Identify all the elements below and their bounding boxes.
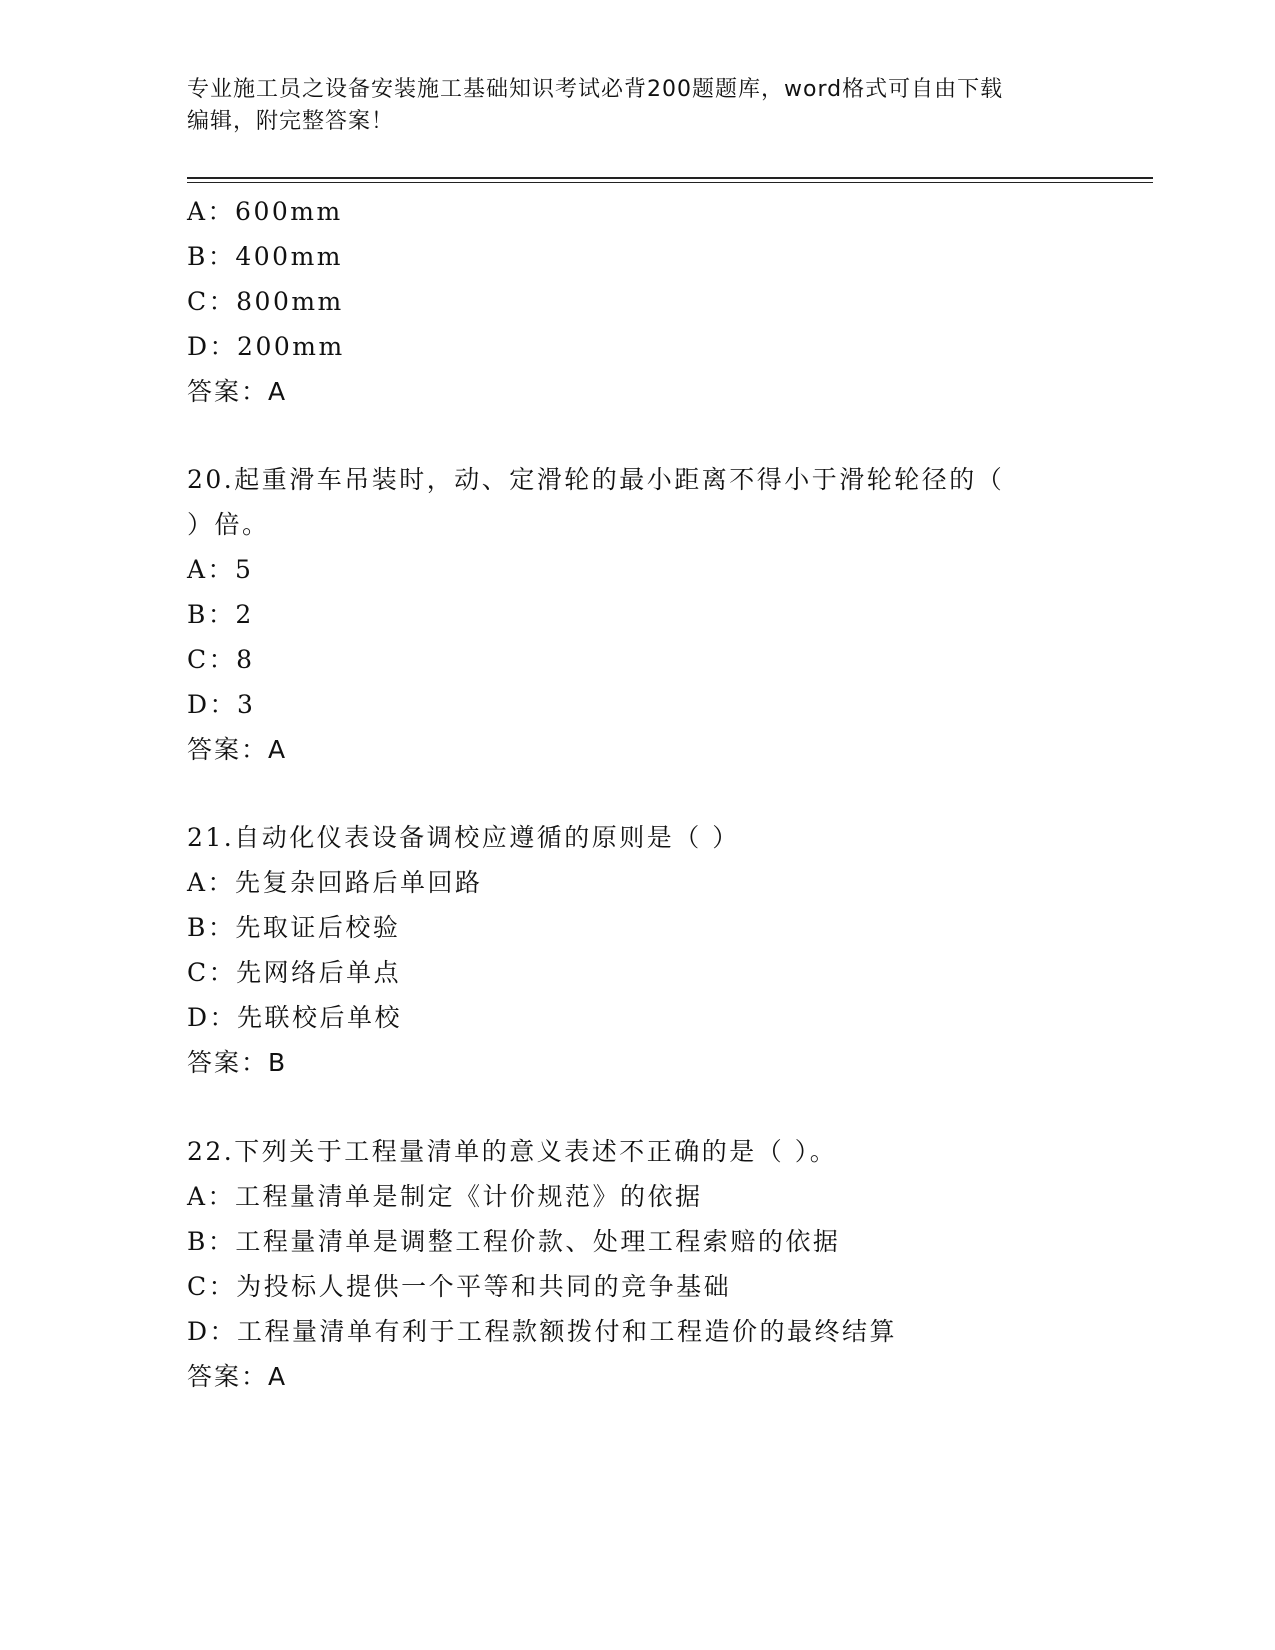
q22-stem: 22.下列关于工程量清单的意义表述不正确的是（ ）。 [187,1137,838,1166]
header-divider-top [187,177,1153,179]
q20-option-a: A：5 [187,555,254,584]
q21-option-b: B：先取证后校验 [187,913,401,942]
q22-answer: 答案：A [187,1362,288,1391]
q20-stem-line-2: ）倍。 [187,510,270,539]
q19-option-b: B：400mm [187,242,344,271]
q19-option-c: C：800mm [187,287,344,316]
q20-option-c: C：8 [187,645,255,674]
q20-stem-line-1: 20.起重滑车吊装时，动、定滑轮的最小距离不得小于滑轮轮径的（ [187,465,1005,494]
q20-option-d: D：3 [187,690,256,719]
header-line-1: 专业施工员之设备安装施工基础知识考试必背200题题库，word格式可自由下载 [187,77,1004,102]
q20-answer: 答案：A [187,735,288,764]
q19-option-a: A：600mm [187,197,343,226]
q21-answer: 答案：B [187,1048,288,1077]
q21-option-c: C：先网络后单点 [187,958,402,987]
q22-option-b: B：工程量清单是调整工程价款、处理工程索赔的依据 [187,1227,841,1256]
q19-answer: 答案：A [187,377,288,406]
q20-option-b: B：2 [187,600,254,629]
q22-option-d: D：工程量清单有利于工程款额拨付和工程造价的最终结算 [187,1317,898,1346]
q21-stem: 21.自动化仪表设备调校应遵循的原则是（ ） [187,823,740,852]
q21-option-d: D：先联校后单校 [187,1003,403,1032]
q22-option-c: C：为投标人提供一个平等和共同的竞争基础 [187,1272,732,1301]
q21-option-a: A：先复杂回路后单回路 [187,868,483,897]
header-divider-bottom [187,182,1153,183]
document-header [187,74,1067,138]
header-line-2: 编辑，附完整答案！ [187,109,395,134]
q19-option-d: D：200mm [187,332,345,361]
q22-option-a: A：工程量清单是制定《计价规范》的依据 [187,1182,703,1211]
